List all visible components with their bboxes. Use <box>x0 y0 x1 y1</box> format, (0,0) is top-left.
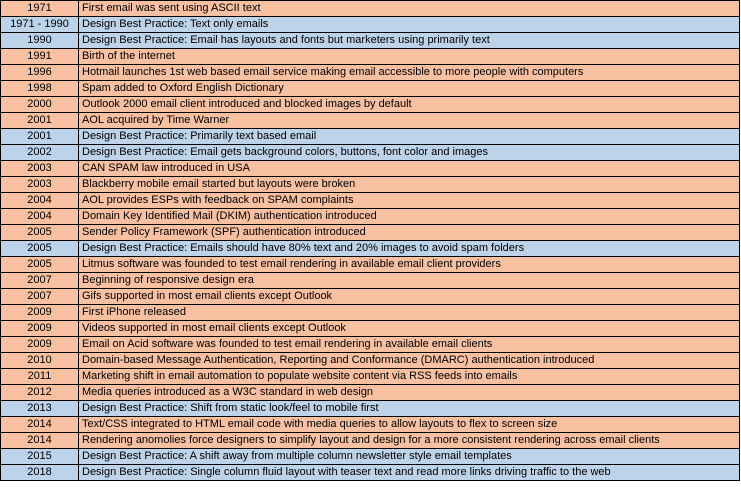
timeline-event-row <box>1 337 740 353</box>
timeline-table-body <box>1 1 740 481</box>
description-cell: Design Best Practice: Email gets background colors, buttons, font color and images <box>79 145 740 161</box>
description-cell: Beginning of responsive design era <box>79 273 740 289</box>
year-cell: 2015 <box>1 449 79 465</box>
timeline-event-row <box>1 161 740 177</box>
year-cell: 2001 <box>1 129 79 145</box>
year-cell: 2003 <box>1 161 79 177</box>
description-cell: First email was sent using ASCII text <box>79 1 740 17</box>
description-cell: Media queries introduced as a W3C standard in web design <box>79 385 740 401</box>
description-cell: Sender Policy Framework (SPF) authentication introduced <box>79 225 740 241</box>
year-cell: 2007 <box>1 289 79 305</box>
design-practice-row <box>1 465 740 481</box>
description-cell: Design Best Practice: Text only emails <box>79 17 740 33</box>
description-cell: Litmus software was founded to test email rendering in available email client providers <box>79 257 740 273</box>
description-cell: Videos supported in most email clients except Outlook <box>79 321 740 337</box>
design-practice-row <box>1 145 740 161</box>
description-cell: AOL provides ESPs with feedback on SPAM complaints <box>79 193 740 209</box>
year-cell: 2002 <box>1 145 79 161</box>
timeline-event-row <box>1 81 740 97</box>
description-cell: Email on Acid software was founded to test email rendering in available email clients <box>79 337 740 353</box>
timeline-event-row <box>1 257 740 273</box>
description-cell: Design Best Practice: Emails should have 80% text and 20% images to avoid spam folders <box>79 241 740 257</box>
description-cell: Outlook 2000 email client introduced and blocked images by default <box>79 97 740 113</box>
description-cell: Rendering anomolies force designers to simplify layout and design for a more consistent rendering across email clients <box>79 433 740 449</box>
design-practice-row <box>1 241 740 257</box>
timeline-event-row <box>1 49 740 65</box>
design-practice-row <box>1 17 740 33</box>
description-cell: Design Best Practice: A shift away from multiple column newsletter style email templates <box>79 449 740 465</box>
timeline-event-row <box>1 433 740 449</box>
description-cell: Design Best Practice: Single column fluid layout with teaser text and read more links driving traffic to the web <box>79 465 740 481</box>
year-cell: 2018 <box>1 465 79 481</box>
timeline-event-row <box>1 305 740 321</box>
year-cell: 2005 <box>1 257 79 273</box>
description-cell: First iPhone released <box>79 305 740 321</box>
year-cell: 1998 <box>1 81 79 97</box>
timeline-event-row <box>1 209 740 225</box>
description-cell: Design Best Practice: Email has layouts and fonts but marketers using primarily text <box>79 33 740 49</box>
year-cell: 1971 - 1990 <box>1 17 79 33</box>
design-practice-row <box>1 449 740 465</box>
timeline-event-row <box>1 289 740 305</box>
year-cell: 1991 <box>1 49 79 65</box>
year-cell: 1971 <box>1 1 79 17</box>
year-cell: 2009 <box>1 337 79 353</box>
year-cell: 1996 <box>1 65 79 81</box>
description-cell: Spam added to Oxford English Dictionary <box>79 81 740 97</box>
description-cell: Text/CSS integrated to HTML email code with media queries to allow layouts to flex to screen size <box>79 417 740 433</box>
timeline-event-row <box>1 1 740 17</box>
description-cell: Hotmail launches 1st web based email service making email accessible to more people with computers <box>79 65 740 81</box>
timeline-event-row <box>1 321 740 337</box>
year-cell: 2000 <box>1 97 79 113</box>
description-cell: AOL acquired by Time Warner <box>79 113 740 129</box>
year-cell: 2010 <box>1 353 79 369</box>
description-cell: Marketing shift in email automation to populate website content via RSS feeds into emails <box>79 369 740 385</box>
timeline-event-row <box>1 177 740 193</box>
year-cell: 2009 <box>1 305 79 321</box>
description-cell: CAN SPAM law introduced in USA <box>79 161 740 177</box>
timeline-event-row <box>1 193 740 209</box>
description-cell: Blackberry mobile email started but layouts were broken <box>79 177 740 193</box>
timeline-event-row <box>1 65 740 81</box>
timeline-event-row <box>1 417 740 433</box>
timeline-event-row <box>1 385 740 401</box>
year-cell: 2003 <box>1 177 79 193</box>
timeline-event-row <box>1 225 740 241</box>
year-cell: 1990 <box>1 33 79 49</box>
year-cell: 2014 <box>1 417 79 433</box>
year-cell: 2007 <box>1 273 79 289</box>
design-practice-row <box>1 33 740 49</box>
description-cell: Gifs supported in most email clients except Outlook <box>79 289 740 305</box>
description-cell: Domain Key Identified Mail (DKIM) authentication introduced <box>79 209 740 225</box>
year-cell: 2009 <box>1 321 79 337</box>
year-cell: 2013 <box>1 401 79 417</box>
timeline-event-row <box>1 353 740 369</box>
design-practice-row <box>1 401 740 417</box>
year-cell: 2005 <box>1 225 79 241</box>
timeline-event-row <box>1 273 740 289</box>
year-cell: 2004 <box>1 209 79 225</box>
description-cell: Design Best Practice: Primarily text based email <box>79 129 740 145</box>
year-cell: 2014 <box>1 433 79 449</box>
timeline-event-row <box>1 97 740 113</box>
year-cell: 2001 <box>1 113 79 129</box>
description-cell: Design Best Practice: Shift from static look/feel to mobile first <box>79 401 740 417</box>
description-cell: Domain-based Message Authentication, Reporting and Conformance (DMARC) authentication introduced <box>79 353 740 369</box>
timeline-event-row <box>1 113 740 129</box>
description-cell: Birth of the internet <box>79 49 740 65</box>
design-practice-row <box>1 129 740 145</box>
year-cell: 2004 <box>1 193 79 209</box>
year-cell: 2011 <box>1 369 79 385</box>
year-cell: 2005 <box>1 241 79 257</box>
timeline-event-row <box>1 369 740 385</box>
year-cell: 2012 <box>1 385 79 401</box>
